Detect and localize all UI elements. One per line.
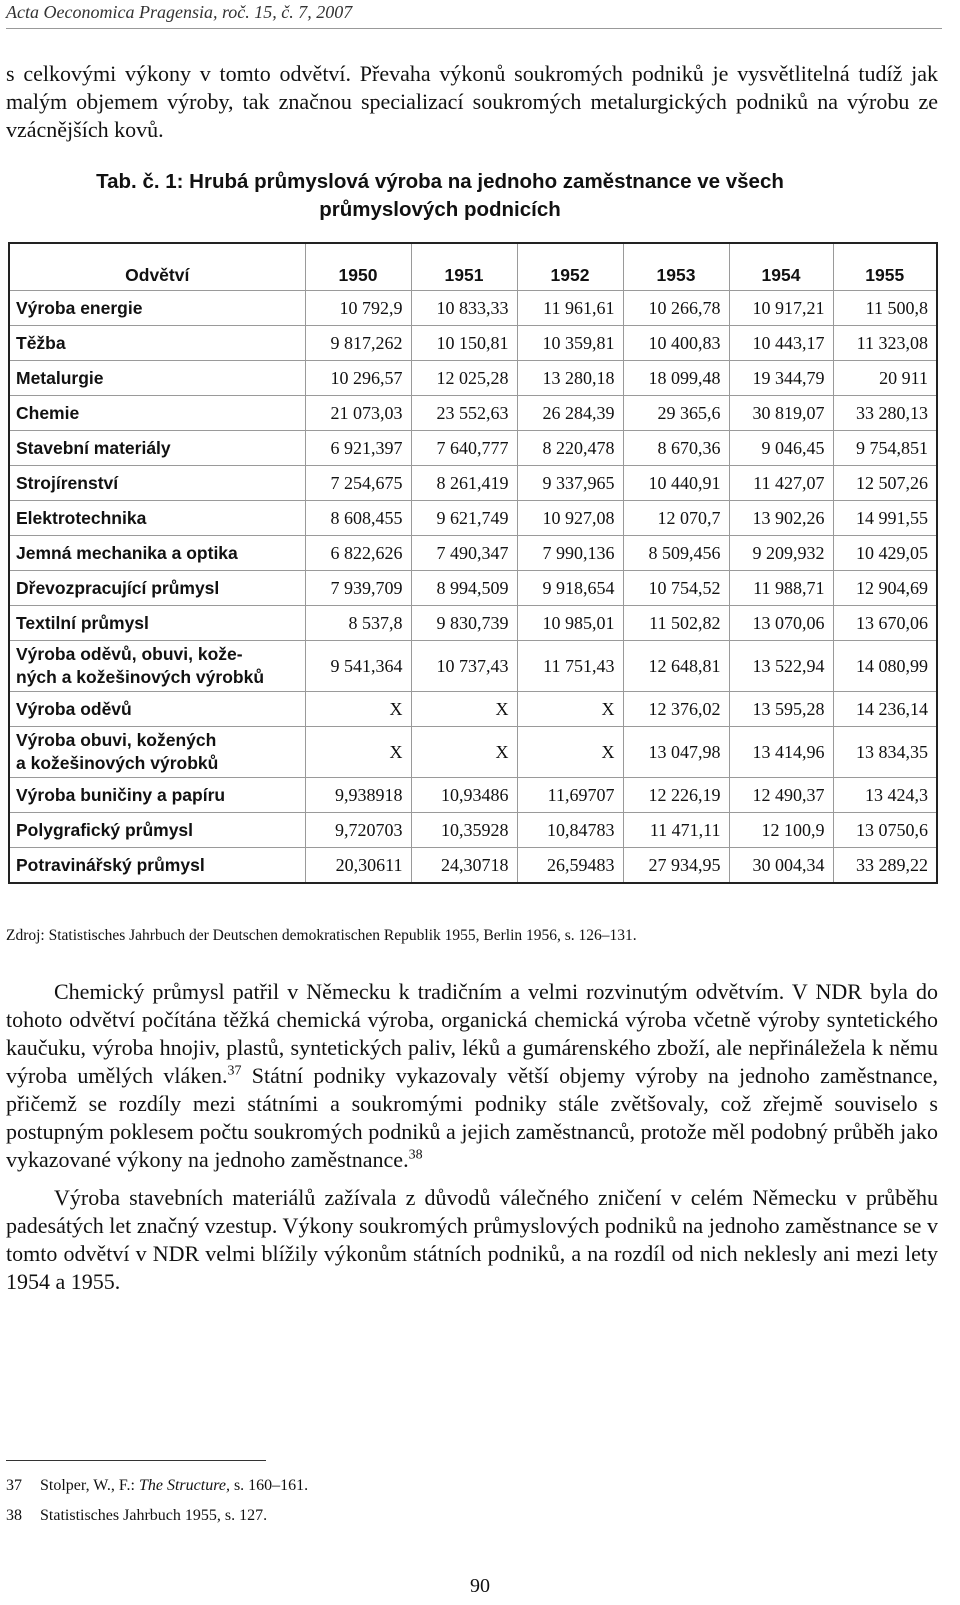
table-row <box>9 848 937 884</box>
row-label <box>9 641 305 692</box>
footnote <box>6 1476 308 1496</box>
table-cell: 13 595,28 <box>729 692 833 727</box>
table-cell: X <box>517 692 623 727</box>
table-row <box>9 466 937 501</box>
table-cell: 30 004,34 <box>729 848 833 884</box>
table-cell: 11 500,8 <box>833 291 937 326</box>
table-cell: 9,720703 <box>305 813 411 848</box>
table-cell: 13 070,06 <box>729 606 833 641</box>
row-label <box>9 606 305 641</box>
table-cell: 10 359,81 <box>517 326 623 361</box>
table-row <box>9 291 937 326</box>
table-cell: 10 737,43 <box>411 641 517 692</box>
body-paragraph <box>6 978 938 1174</box>
table-cell: 8 608,455 <box>305 501 411 536</box>
row-label <box>9 848 305 884</box>
row-label-line: Dřevozpracující průmysl <box>16 577 220 598</box>
column-header: Odvětví <box>9 243 305 291</box>
table-cell: 9,938918 <box>305 778 411 813</box>
table-cell: 12 904,69 <box>833 571 937 606</box>
footnote-ref: 38 <box>408 1147 423 1163</box>
table-cell: 13 047,98 <box>623 727 729 778</box>
row-label <box>9 466 305 501</box>
row-label-line: a kožešinových výrobků <box>16 753 219 773</box>
table-cell: 18 099,48 <box>623 361 729 396</box>
table-cell: 10 150,81 <box>411 326 517 361</box>
table-cell: 23 552,63 <box>411 396 517 431</box>
footnote-ref: 37 <box>227 1063 242 1079</box>
row-label-line: Metalurgie <box>16 367 104 388</box>
column-header: 1954 <box>729 243 833 291</box>
table-cell: 10 927,08 <box>517 501 623 536</box>
table-header-row <box>9 243 937 291</box>
row-label <box>9 813 305 848</box>
footnote-text: Statistisches Jahrbuch 1955, s. 127. <box>40 1507 268 1524</box>
body-paragraph-text: Státní podniky vykazovaly větší objemy výroby na jednoho zaměstnance, přičemž se rozdíly mezi státními a soukromými podniky stále zvětšovaly, což zřejmě souviselo s postupným poklesem počtu soukromých podniků a jejich zaměstnanců, protože měl podobný průběh jako vykazované výkony na jednoho zaměstnance. <box>6 1063 938 1172</box>
body-text <box>6 978 938 1306</box>
table-row <box>9 396 937 431</box>
table-row <box>9 813 937 848</box>
table-cell: 13 280,18 <box>517 361 623 396</box>
table-cell: 10 985,01 <box>517 606 623 641</box>
row-label <box>9 692 305 727</box>
table-row <box>9 692 937 727</box>
table-cell: 12 226,19 <box>623 778 729 813</box>
row-label-line: Výroba oděvů, obuvi, kože- <box>16 644 243 664</box>
table-cell: 9 046,45 <box>729 431 833 466</box>
table-cell: 14 236,14 <box>833 692 937 727</box>
table-cell: 7 640,777 <box>411 431 517 466</box>
row-label <box>9 291 305 326</box>
table-cell: 12 025,28 <box>411 361 517 396</box>
row-label-line: Výroba oděvů <box>16 698 132 719</box>
row-label-line: Strojírenství <box>16 472 119 493</box>
footnote-text: Stolper, W., F.: <box>40 1477 139 1494</box>
footnote <box>6 1506 267 1526</box>
table-cell: 20 911 <box>833 361 937 396</box>
row-label <box>9 326 305 361</box>
table-cell: 6 921,397 <box>305 431 411 466</box>
column-header: 1952 <box>517 243 623 291</box>
table-cell: 10,93486 <box>411 778 517 813</box>
table-cell: X <box>305 692 411 727</box>
table-cell: 20,30611 <box>305 848 411 884</box>
table-cell: 11 988,71 <box>729 571 833 606</box>
row-label-line: Výroba buničiny a papíru <box>16 784 226 805</box>
row-label <box>9 431 305 466</box>
table-cell: 8 537,8 <box>305 606 411 641</box>
table-cell: 33 280,13 <box>833 396 937 431</box>
table-cell: 13 0750,6 <box>833 813 937 848</box>
table-cell: 9 918,654 <box>517 571 623 606</box>
table-cell: 8 220,478 <box>517 431 623 466</box>
table-cell: 10 917,21 <box>729 291 833 326</box>
footnote-title: The Structure, <box>138 1477 230 1494</box>
table-cell: 10,84783 <box>517 813 623 848</box>
table-cell: 10 440,91 <box>623 466 729 501</box>
table-cell: X <box>411 727 517 778</box>
footnote-text: s. 160–161. <box>229 1477 309 1494</box>
table-cell: 9 541,364 <box>305 641 411 692</box>
table-cell: 12 507,26 <box>833 466 937 501</box>
data-table <box>8 242 938 884</box>
table-cell: 13 424,3 <box>833 778 937 813</box>
table-row <box>9 571 937 606</box>
table-row <box>9 536 937 571</box>
table-cell: 11 502,82 <box>623 606 729 641</box>
table-caption <box>80 168 800 224</box>
row-label <box>9 778 305 813</box>
table-cell: 12 490,37 <box>729 778 833 813</box>
table-cell: 12 648,81 <box>623 641 729 692</box>
table-cell: 27 934,95 <box>623 848 729 884</box>
row-label <box>9 536 305 571</box>
table-cell: 8 261,419 <box>411 466 517 501</box>
column-header: 1951 <box>411 243 517 291</box>
row-label-line: Potravinářský průmysl <box>16 854 205 875</box>
table-cell: 9 830,739 <box>411 606 517 641</box>
table-cell: 9 817,262 <box>305 326 411 361</box>
table-row <box>9 778 937 813</box>
footnote-number: 37 <box>6 1477 22 1494</box>
table-cell: 9 337,965 <box>517 466 623 501</box>
table-cell: 7 490,347 <box>411 536 517 571</box>
row-label-line: Chemie <box>16 402 80 423</box>
table-cell: 19 344,79 <box>729 361 833 396</box>
row-label-line: Elektrotechnika <box>16 507 147 528</box>
table-cell: 6 822,626 <box>305 536 411 571</box>
row-label-line: ných a kožešinových výrobků <box>16 667 265 687</box>
table-cell: X <box>517 727 623 778</box>
row-label-line: Výroba obuvi, kožených <box>16 730 217 750</box>
table-cell: 24,30718 <box>411 848 517 884</box>
column-header: 1953 <box>623 243 729 291</box>
table-cell: 9 621,749 <box>411 501 517 536</box>
table-cell: 10 833,33 <box>411 291 517 326</box>
row-label-line: Jemná mechanika a optika <box>16 542 238 563</box>
table-row <box>9 727 937 778</box>
table-cell: 14 991,55 <box>833 501 937 536</box>
table-cell: 8 670,36 <box>623 431 729 466</box>
table-row <box>9 326 937 361</box>
table-cell: 7 990,136 <box>517 536 623 571</box>
table-cell: 12 070,7 <box>623 501 729 536</box>
table-cell: 13 670,06 <box>833 606 937 641</box>
row-label <box>9 361 305 396</box>
table-cell: 11 961,61 <box>517 291 623 326</box>
column-header: 1950 <box>305 243 411 291</box>
table-cell: 12 100,9 <box>729 813 833 848</box>
table-cell: X <box>305 727 411 778</box>
table-cell: 8 994,509 <box>411 571 517 606</box>
table-caption-line-1: Tab. č. 1: Hrubá průmyslová výroba na jednoho zaměstnance ve všech <box>96 170 784 193</box>
footnote-number: 38 <box>6 1507 22 1524</box>
table-row <box>9 641 937 692</box>
column-header: 1955 <box>833 243 937 291</box>
body-paragraph: Výroba stavebních materiálů zažívala z důvodů válečného zničení v celém Německu v průběhu padesátých let značný vzestup. Výkony soukromých průmyslových podniků na jednoho zaměstnance se v tomto odvětví v NDR velmi blížily výkonům státních podniků, a na rozdíl od nich neklesly ani mezi lety 1954 a 1955. <box>6 1185 938 1294</box>
table-cell: 7 939,709 <box>305 571 411 606</box>
table-cell: 12 376,02 <box>623 692 729 727</box>
table-cell: 26 284,39 <box>517 396 623 431</box>
table-row <box>9 606 937 641</box>
header-divider <box>6 28 942 29</box>
table-cell: 10 296,57 <box>305 361 411 396</box>
table-source-note: Zdroj: Statistisches Jahrbuch der Deutschen demokratischen Republik 1955, Berlin 1956, s. 126–131. <box>6 927 637 944</box>
table-cell: 11 751,43 <box>517 641 623 692</box>
row-label-line: Polygrafický průmysl <box>16 819 194 840</box>
table-cell: 14 080,99 <box>833 641 937 692</box>
table-cell: 11 323,08 <box>833 326 937 361</box>
table-cell: 10,35928 <box>411 813 517 848</box>
row-label <box>9 501 305 536</box>
table-cell: 29 365,6 <box>623 396 729 431</box>
row-label-line: Těžba <box>16 332 66 353</box>
table-cell: 30 819,07 <box>729 396 833 431</box>
table-cell: 10 266,78 <box>623 291 729 326</box>
table-cell: 13 522,94 <box>729 641 833 692</box>
row-label <box>9 571 305 606</box>
page-number: 90 <box>470 1575 490 1597</box>
table-cell: 11 471,11 <box>623 813 729 848</box>
table-cell: 10 429,05 <box>833 536 937 571</box>
table-cell: 10 754,52 <box>623 571 729 606</box>
row-label-line: Textilní průmysl <box>16 612 149 633</box>
table-cell: 11 427,07 <box>729 466 833 501</box>
table-cell: 10 443,17 <box>729 326 833 361</box>
table-cell: 8 509,456 <box>623 536 729 571</box>
table-cell: 13 902,26 <box>729 501 833 536</box>
table-row <box>9 501 937 536</box>
table-cell: 9 209,932 <box>729 536 833 571</box>
row-label-line: Stavební materiály <box>16 437 171 458</box>
footnote-divider <box>6 1460 266 1461</box>
row-label <box>9 396 305 431</box>
table-cell: 9 754,851 <box>833 431 937 466</box>
running-header: Acta Oeconomica Pragensia, roč. 15, č. 7, 2007 <box>6 2 353 22</box>
table-cell: X <box>411 692 517 727</box>
table-cell: 33 289,22 <box>833 848 937 884</box>
table-cell: 11,69707 <box>517 778 623 813</box>
row-label <box>9 727 305 778</box>
table-cell: 7 254,675 <box>305 466 411 501</box>
table-row <box>9 431 937 466</box>
table-cell: 13 414,96 <box>729 727 833 778</box>
row-label-line: Výroba energie <box>16 297 143 318</box>
table-cell: 21 073,03 <box>305 396 411 431</box>
intro-paragraph: s celkovými výkony v tomto odvětví. Převaha výkonů soukromých podniků je vysvětlitelná tudíž jak malým objemem výroby, tak značnou specializací soukromých metalurgických podniků na výrobu ze vzácnějších kovů. <box>6 61 938 142</box>
table-cell: 26,59483 <box>517 848 623 884</box>
table-row <box>9 361 937 396</box>
table-cell: 10 792,9 <box>305 291 411 326</box>
body-paragraph-text: Chemický průmysl patřil v Německu k tradičním a velmi rozvinutým odvětvím. V NDR byla do tohoto odvětví počítána těžká chemická výroba, organická chemická výroba včetně výroby syntetického kaučuku, výroba hnojiv, plastů, syntetických paliv, léků a gumárenského zboží, ale nepřináležela k němu výroba umělých vláken. <box>6 979 938 1088</box>
table-cell: 13 834,35 <box>833 727 937 778</box>
table-cell: 10 400,83 <box>623 326 729 361</box>
table-body <box>9 291 937 884</box>
table-caption-line-2: průmyslových podnicích <box>319 198 561 221</box>
